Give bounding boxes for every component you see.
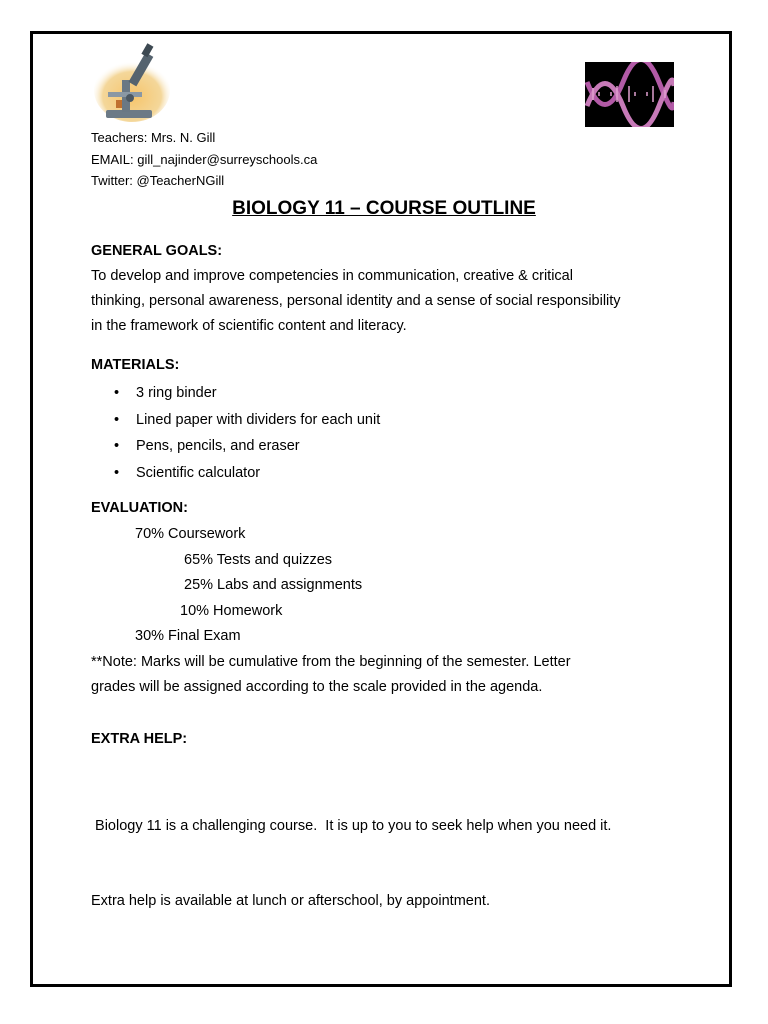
extra-help-heading: EXTRA HELP: [91,731,188,747]
general-goals-text [91,264,711,339]
twitter-line: Twitter: @TeacherNGill [91,173,225,188]
eval-homework: 10% Homework [180,603,283,619]
list-item: • 3 ring binder [91,380,380,407]
evaluation-heading: EVALUATION: [91,500,188,516]
note-line: **Note: Marks will be cumulative from the beginning of the semester. Letter [91,654,571,670]
help-line: Biology 11 is a challenging course. It is up to you to seek help when you need it. [91,818,612,834]
bullet-icon: • [114,438,120,454]
microscope-icon [92,40,178,124]
goals-line: To develop and improve competencies in communication, creative & critical [91,268,573,284]
list-item: • Scientific calculator [91,460,380,487]
bullet-icon: • [114,411,120,428]
bullet-icon: • [114,385,120,401]
materials-list [91,380,380,486]
eval-final: 30% Final Exam [135,628,241,644]
evaluation-note [91,650,711,700]
eval-labs: 25% Labs and assignments [184,577,363,593]
extra-help-text [91,764,711,939]
eval-tests: 65% Tests and quizzes [184,552,333,568]
dna-helix-icon [585,62,674,127]
general-goals-heading: GENERAL GOALS: [91,243,223,259]
note-line: grades will be assigned according to the scale provided in the agenda. [91,679,543,695]
materials-heading: MATERIALS: [91,357,180,373]
teachers-line: Teachers: Mrs. N. Gill [91,130,216,145]
eval-coursework: 70% Coursework [135,526,246,542]
list-item: • Lined paper with dividers for each unit [91,407,380,434]
help-line: Extra help is available at lunch or afterschool, by appointment. [91,893,490,909]
list-item: • Pens, pencils, and eraser [91,433,380,460]
email-line: EMAIL: gill_najinder@surreyschools.ca [91,152,318,167]
page-title: BIOLOGY 11 – COURSE OUTLINE [232,198,536,219]
goals-line: in the framework of scientific content and literacy. [91,318,407,334]
bullet-icon: • [114,464,120,481]
goals-line: thinking, personal awareness, personal identity and a sense of social responsibility [91,293,621,309]
